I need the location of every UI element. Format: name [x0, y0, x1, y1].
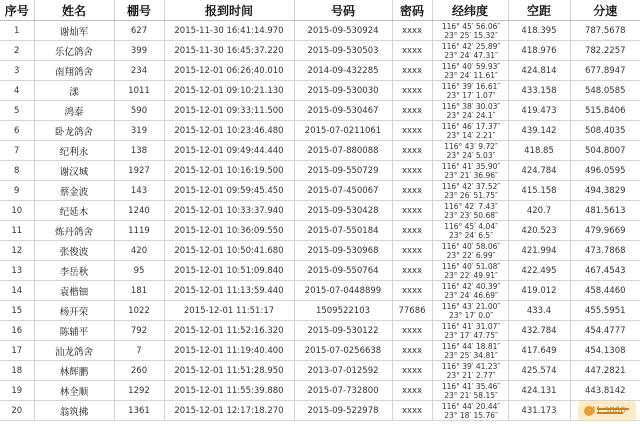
cell-speed: 473.7868: [570, 241, 640, 261]
header-cell: 棚号: [114, 0, 164, 21]
cell-password: xxxx: [392, 61, 432, 81]
cell-coordinates: [432, 321, 508, 341]
site-logo-watermark: [578, 401, 636, 421]
latitude: 23° 24′ 11.61″: [444, 70, 498, 80]
cell-speed: 443.8142: [570, 381, 640, 401]
header-cell: 空距: [508, 0, 570, 21]
cell-distance: 421.994: [508, 241, 570, 261]
table-row: [0, 61, 640, 81]
cell-password: 77686: [392, 301, 432, 321]
cell-password: xxxx: [392, 241, 432, 261]
longitude: 116° 45′ 56.06″: [441, 21, 501, 31]
latitude: 23° 21′ 58.15″: [444, 390, 498, 400]
cell-password: xxxx: [392, 221, 432, 241]
cell-coordinates: [432, 181, 508, 201]
longitude: 116° 42′ 37.52″: [441, 181, 501, 191]
cell-name: 鸿泰: [34, 101, 114, 121]
header-cell: 报到时间: [164, 0, 294, 21]
cell-arrival-time: 2015-12-01 11:51:28.950: [164, 361, 294, 381]
cell-password: xxxx: [392, 341, 432, 361]
cell-rank: 12: [0, 241, 34, 261]
longitude: 116° 43′ 21.00″: [441, 301, 501, 311]
cell-ring-number: 2015-09-530122: [294, 321, 392, 341]
table-body: [0, 21, 640, 421]
table-row: [0, 41, 640, 61]
cell-password: xxxx: [392, 181, 432, 201]
cell-speed: 508.4035: [570, 121, 640, 141]
cell-password: xxxx: [392, 121, 432, 141]
cell-distance: 415.158: [508, 181, 570, 201]
cell-rank: 11: [0, 221, 34, 241]
latitude: 23° 17′ 47.75″: [444, 330, 498, 340]
cell-rank: 13: [0, 261, 34, 281]
cell-rank: 1: [0, 21, 34, 41]
cell-name: 李岳秋: [34, 261, 114, 281]
cell-arrival-time: 2015-12-01 10:50:41.680: [164, 241, 294, 261]
longitude: 116° 40′ 51.08″: [441, 261, 501, 271]
cell-coordinates: [432, 301, 508, 321]
cell-rank: 3: [0, 61, 34, 81]
cell-rank: 9: [0, 181, 34, 201]
latitude: 23° 24′ 24.1″: [446, 110, 496, 120]
longitude: 116° 41′ 35.46″: [441, 381, 501, 391]
cell-name: 南翔鸽舍: [34, 61, 114, 81]
cell-ring-number: 2015-09-530503: [294, 41, 392, 61]
latitude: 23° 24′ 47.31″: [444, 50, 498, 60]
cell-distance: 424.131: [508, 381, 570, 401]
cell-arrival-time: 2015-12-01 11:52:16.320: [164, 321, 294, 341]
cell-ring-number: 2015-07-732800: [294, 381, 392, 401]
cell-coordinates: [432, 101, 508, 121]
longitude: 116° 40′ 58.06″: [441, 241, 501, 251]
cell-rank: 19: [0, 381, 34, 401]
cell-arrival-time: 2015-12-01 09:10:21.130: [164, 81, 294, 101]
cell-speed: 548.0585: [570, 81, 640, 101]
longitude: 116° 43′ 9.72″: [444, 141, 498, 151]
cell-password: xxxx: [392, 261, 432, 281]
table-row: [0, 221, 640, 241]
cell-name: 纪利永: [34, 141, 114, 161]
latitude: 23° 22′ 6.99″: [446, 250, 496, 260]
cell-speed: 467.4543: [570, 261, 640, 281]
cell-coordinates: [432, 121, 508, 141]
cell-arrival-time: 2015-12-01 12:17:18.270: [164, 401, 294, 421]
cell-arrival-time: 2015-12-01 10:23:46.480: [164, 121, 294, 141]
cell-distance: 420.7: [508, 201, 570, 221]
cell-shed: 138: [114, 141, 164, 161]
header-cell: 密码: [392, 0, 432, 21]
latitude: 23° 26′ 51.75″: [444, 190, 498, 200]
cell-rank: 7: [0, 141, 34, 161]
cell-arrival-time: 2015-12-01 10:36:09.550: [164, 221, 294, 241]
cell-arrival-time: 2015-12-01 10:51:09.840: [164, 261, 294, 281]
cell-password: xxxx: [392, 381, 432, 401]
longitude: 116° 38′ 30.03″: [441, 101, 501, 111]
cell-ring-number: 2015-07-450067: [294, 181, 392, 201]
table-row: [0, 201, 640, 221]
latitude: 23° 18′ 15.76″: [444, 410, 498, 420]
table-row: [0, 341, 640, 361]
cell-password: xxxx: [392, 161, 432, 181]
cell-distance: 425.574: [508, 361, 570, 381]
logo-icon: [582, 404, 632, 418]
longitude: 116° 44′ 18.81″: [441, 341, 501, 351]
cell-distance: 431.173: [508, 401, 570, 421]
cell-ring-number: 1509522103: [294, 301, 392, 321]
cell-shed: 181: [114, 281, 164, 301]
cell-coordinates: [432, 381, 508, 401]
cell-name: 翁筑拂: [34, 401, 114, 421]
cell-password: xxxx: [392, 201, 432, 221]
cell-rank: 15: [0, 301, 34, 321]
table-row: [0, 321, 640, 341]
cell-rank: 5: [0, 101, 34, 121]
cell-rank: 8: [0, 161, 34, 181]
cell-distance: 424.814: [508, 61, 570, 81]
cell-ring-number: 2014-09-432285: [294, 61, 392, 81]
cell-shed: 319: [114, 121, 164, 141]
cell-shed: 260: [114, 361, 164, 381]
cell-name: 汕龙鸽舍: [34, 341, 114, 361]
cell-distance: 433.158: [508, 81, 570, 101]
cell-distance: 424.784: [508, 161, 570, 181]
cell-arrival-time: 2015-12-01 11:51:17: [164, 301, 294, 321]
cell-rank: 14: [0, 281, 34, 301]
cell-name: 袁楷钿: [34, 281, 114, 301]
longitude: 116° 42′ 25.89″: [441, 41, 501, 51]
header-cell: 序号: [0, 0, 34, 21]
cell-rank: 10: [0, 201, 34, 221]
cell-ring-number: 2015-09-550764: [294, 261, 392, 281]
cell-shed: 7: [114, 341, 164, 361]
cell-password: xxxx: [392, 81, 432, 101]
cell-name: 炼丹鸽舍: [34, 221, 114, 241]
cell-password: xxxx: [392, 21, 432, 41]
cell-name: 纪延木: [34, 201, 114, 221]
table-row: [0, 21, 640, 41]
table-row: [0, 241, 640, 261]
table-row: [0, 181, 640, 201]
table-row: [0, 161, 640, 181]
cell-distance: 422.495: [508, 261, 570, 281]
cell-coordinates: [432, 361, 508, 381]
cell-distance: 419.473: [508, 101, 570, 121]
latitude: 23° 25′ 34.81″: [444, 350, 498, 360]
cell-shed: 1119: [114, 221, 164, 241]
cell-name: 林全顺: [34, 381, 114, 401]
cell-shed: 1022: [114, 301, 164, 321]
longitude: 116° 45′ 4.04″: [444, 221, 498, 231]
cell-speed: 782.2257: [570, 41, 640, 61]
cell-name: 谢汉城: [34, 161, 114, 181]
cell-name: 陈辅平: [34, 321, 114, 341]
cell-coordinates: [432, 21, 508, 41]
longitude: 116° 40′ 59.93″: [441, 61, 501, 71]
table-row: [0, 81, 640, 101]
latitude: 23° 14′ 2.21″: [446, 130, 496, 140]
cell-coordinates: [432, 261, 508, 281]
cell-rank: 6: [0, 121, 34, 141]
cell-speed: 454.4777: [570, 321, 640, 341]
cell-ring-number: 2015-07-0448899: [294, 281, 392, 301]
cell-password: xxxx: [392, 361, 432, 381]
longitude: 116° 39′ 41.23″: [441, 361, 501, 371]
table-row: [0, 381, 640, 401]
cell-arrival-time: 2015-12-01 10:33:37.940: [164, 201, 294, 221]
cell-coordinates: [432, 81, 508, 101]
cell-name: 张俊波: [34, 241, 114, 261]
cell-coordinates: [432, 281, 508, 301]
cell-shed: 1292: [114, 381, 164, 401]
cell-ring-number: 2015-09-522978: [294, 401, 392, 421]
cell-name: 乐亿鸽舍: [34, 41, 114, 61]
cell-rank: 2: [0, 41, 34, 61]
cell-password: xxxx: [392, 321, 432, 341]
cell-coordinates: [432, 201, 508, 221]
header-cell: 姓名: [34, 0, 114, 21]
cell-name: 林辉鹏: [34, 361, 114, 381]
cell-password: xxxx: [392, 401, 432, 421]
cell-speed: 458.4460: [570, 281, 640, 301]
cell-coordinates: [432, 141, 508, 161]
cell-rank: 17: [0, 341, 34, 361]
latitude: 23° 17′ 0.0″: [448, 310, 494, 320]
cell-speed: 447.2821: [570, 361, 640, 381]
cell-coordinates: [432, 61, 508, 81]
table-row: [0, 301, 640, 321]
cell-rank: 16: [0, 321, 34, 341]
latitude: 23° 24′ 46.69″: [444, 290, 498, 300]
cell-password: xxxx: [392, 141, 432, 161]
cell-coordinates: [432, 221, 508, 241]
longitude: 116° 44′ 20.44″: [441, 401, 501, 411]
cell-arrival-time: 2015-12-01 09:49:44.440: [164, 141, 294, 161]
cell-shed: 1011: [114, 81, 164, 101]
cell-distance: 433.4: [508, 301, 570, 321]
cell-ring-number: 2015-07-0256638: [294, 341, 392, 361]
cell-shed: 1927: [114, 161, 164, 181]
cell-password: xxxx: [392, 101, 432, 121]
cell-rank: 18: [0, 361, 34, 381]
cell-arrival-time: 2015-12-01 11:19:40.400: [164, 341, 294, 361]
cell-speed: 481.5613: [570, 201, 640, 221]
cell-coordinates: [432, 41, 508, 61]
table-row: [0, 401, 640, 421]
latitude: 23° 25′ 15.32″: [444, 30, 498, 40]
cell-speed: 677.8947: [570, 61, 640, 81]
cell-arrival-time: 2015-12-01 09:33:11.500: [164, 101, 294, 121]
longitude: 116° 46′ 17.37″: [441, 121, 501, 131]
cell-shed: 420: [114, 241, 164, 261]
cell-arrival-time: 2015-12-01 09:59:45.450: [164, 181, 294, 201]
cell-ring-number: 2015-09-530467: [294, 101, 392, 121]
cell-arrival-time: 2015-11-30 16:45:37.220: [164, 41, 294, 61]
latitude: 23° 21′ 2.77″: [446, 370, 496, 380]
latitude: 23° 21′ 36.96″: [444, 170, 498, 180]
longitude: 116° 42′ 40.39″: [441, 281, 501, 291]
cell-arrival-time: 2015-11-30 16:41:14.970: [164, 21, 294, 41]
cell-speed: 455.5951: [570, 301, 640, 321]
cell-speed: 515.8406: [570, 101, 640, 121]
header-cell: 经纬度: [432, 0, 508, 21]
cell-ring-number: 2015-07-0211061: [294, 121, 392, 141]
cell-speed: 454.1308: [570, 341, 640, 361]
latitude: 23° 22′ 49.91″: [444, 270, 498, 280]
cell-rank: 20: [0, 401, 34, 421]
cell-shed: 627: [114, 21, 164, 41]
cell-ring-number: 2015-09-530924: [294, 21, 392, 41]
cell-distance: 432.784: [508, 321, 570, 341]
longitude: 116° 41′ 35.90″: [441, 161, 501, 171]
cell-shed: 792: [114, 321, 164, 341]
latitude: 23° 17′ 1.07″: [446, 90, 496, 100]
cell-speed: 494.3829: [570, 181, 640, 201]
cell-arrival-time: 2015-12-01 11:13:59.440: [164, 281, 294, 301]
cell-shed: 234: [114, 61, 164, 81]
latitude: 23° 24′ 6.5″: [448, 230, 494, 240]
cell-shed: 399: [114, 41, 164, 61]
latitude: 23° 23′ 50.68″: [444, 210, 498, 220]
header-cell: 号码: [294, 0, 392, 21]
cell-shed: 1361: [114, 401, 164, 421]
cell-shed: 95: [114, 261, 164, 281]
cell-ring-number: 2013-07-012592: [294, 361, 392, 381]
cell-name: 谢灿军: [34, 21, 114, 41]
longitude: 116° 42′ 7.43″: [444, 201, 498, 211]
cell-coordinates: [432, 341, 508, 361]
cell-name: 卧龙鸽舍: [34, 121, 114, 141]
cell-name: 漾: [34, 81, 114, 101]
cell-distance: 419.012: [508, 281, 570, 301]
cell-ring-number: 2015-07-550184: [294, 221, 392, 241]
cell-name: 杨开荣: [34, 301, 114, 321]
cell-distance: 418.85: [508, 141, 570, 161]
cell-password: xxxx: [392, 281, 432, 301]
cell-ring-number: 2015-09-550729: [294, 161, 392, 181]
header-cell: 分速: [570, 0, 640, 21]
cell-coordinates: [432, 401, 508, 421]
table-row: [0, 101, 640, 121]
cell-coordinates: [432, 161, 508, 181]
table-row: [0, 281, 640, 301]
cell-rank: 4: [0, 81, 34, 101]
cell-distance: 439.142: [508, 121, 570, 141]
cell-arrival-time: 2015-12-01 06:26:40.010: [164, 61, 294, 81]
cell-ring-number: 2015-09-530030: [294, 81, 392, 101]
table-row: [0, 361, 640, 381]
cell-shed: 143: [114, 181, 164, 201]
cell-distance: 420.523: [508, 221, 570, 241]
cell-password: xxxx: [392, 41, 432, 61]
longitude: 116° 39′ 16.61″: [441, 81, 501, 91]
table-row: [0, 261, 640, 281]
table-row: [0, 121, 640, 141]
cell-coordinates: [432, 241, 508, 261]
cell-shed: 1240: [114, 201, 164, 221]
cell-name: 蔡金波: [34, 181, 114, 201]
cell-speed: 496.0595: [570, 161, 640, 181]
cell-speed: 787.5678: [570, 21, 640, 41]
table-row: [0, 141, 640, 161]
cell-ring-number: 2015-09-530428: [294, 201, 392, 221]
cell-distance: 417.649: [508, 341, 570, 361]
cell-arrival-time: 2015-12-01 11:55:39.880: [164, 381, 294, 401]
cell-speed: 479.9669: [570, 221, 640, 241]
cell-distance: 418.395: [508, 21, 570, 41]
cell-shed: 590: [114, 101, 164, 121]
longitude: 116° 41′ 31.07″: [441, 321, 501, 331]
cell-distance: 418.976: [508, 41, 570, 61]
header-row: [0, 0, 640, 21]
cell-ring-number: 2015-09-530968: [294, 241, 392, 261]
cell-speed: 504.8007: [570, 141, 640, 161]
cell-ring-number: 2015-07-880088: [294, 141, 392, 161]
cell-arrival-time: 2015-12-01 10:16:19.500: [164, 161, 294, 181]
latitude: 23° 24′ 5.03″: [446, 150, 496, 160]
